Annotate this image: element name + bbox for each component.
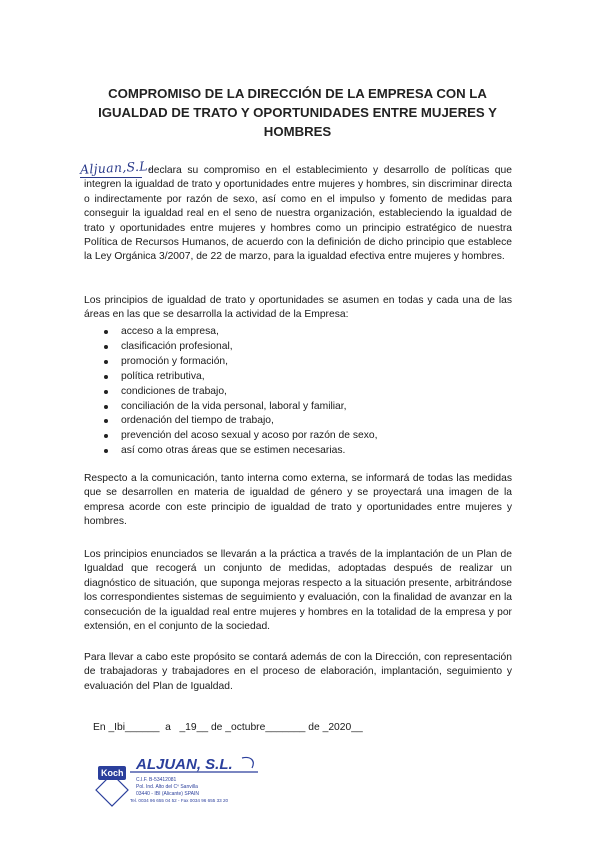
list-item: clasificación profesional,	[104, 340, 504, 355]
bullet-icon	[104, 375, 108, 379]
stamp-line: Tel. 0034 96 655 04 52 - Fax 0034 96 655 33 20	[130, 798, 229, 803]
stamp-line: Pol. Ind. Alto del Cº Sanvilla	[136, 784, 198, 790]
bullet-icon	[104, 419, 108, 423]
bullet-icon	[104, 405, 108, 409]
stamp-line: C.I.F. B-53412081	[136, 777, 177, 783]
paragraph-communication: Respecto a la comunicación, tanto interna como externa, se informará de todas las medidas que se desarrollen en materia de igualdad de género y se proyectará una imagen de la empresa acorde con este principio de igualdad de trato y oportunidades entre mujeres y hombres.	[84, 473, 512, 528]
areas-list	[104, 325, 504, 459]
list-item: prevención del acoso sexual y acoso por razón de sexo,	[104, 429, 504, 444]
company-stamp	[92, 752, 262, 810]
bullet-icon	[104, 390, 108, 394]
paragraph-participation: Para llevar a cabo este propósito se contará además de con la Dirección, con representación de trabajadoras y trabajadores en el proceso de elaboración, implantación, seguimiento y evaluación del Plan de Igualdad.	[84, 652, 512, 692]
handwritten-company-name: Aljuan,S.L.	[79, 158, 153, 177]
list-item: acceso a la empresa,	[104, 325, 504, 340]
list-item: promoción y formación,	[104, 355, 504, 370]
paragraph-commitment: declara su compromiso en el establecimiento y desarrollo de políticas que integren la igualdad de trato y oportunidades entre mujeres y hombres, sin discriminar directa o indirectamente por razón de sexo, así como en el impulso y fomento de medidas para conseguir la igualdad real en el seno de nuestra organización, estableciendo la igualdad de trato y oportunidades entre mujeres y hombres como un principio estratégico de nuestra Política de Recursos Humanos, de acuerdo con la definición de dicho principio que establece la Ley Orgánica 3/2007, de 22 de marzo, para la igualdad efectiva entre mujeres y hombres.	[84, 165, 512, 263]
place-date-line: En _Ibi______ a _19__ de _octubre_______ de _2020__	[93, 722, 363, 733]
document-title: COMPROMISO DE LA DIRECCIÓN DE LA EMPRESA CON LA IGUALDAD DE TRATO Y OPORTUNIDADES ENTRE MUJERES Y HOMBRES	[98, 86, 497, 139]
list-item: política retributiva,	[104, 370, 504, 385]
bullet-icon	[104, 360, 108, 364]
list-item: ordenación del tiempo de trabajo,	[104, 414, 504, 429]
paragraph-principles-intro: Los principios de igualdad de trato y oportunidades se asumen en todas y cada una de las áreas en las que se desarrolla la actividad de la Empresa:	[84, 295, 512, 321]
bullet-icon	[104, 345, 108, 349]
list-item: conciliación de la vida personal, laboral y familiar,	[104, 400, 504, 415]
bullet-icon	[104, 449, 108, 453]
stamp-company-name: ALJUAN, S.L.	[136, 756, 233, 773]
stamp-logo-text: Koch	[101, 768, 124, 778]
bullet-icon	[104, 330, 108, 334]
list-item: así como otras áreas que se estimen necesarias.	[104, 444, 504, 459]
bullet-icon	[104, 434, 108, 438]
list-item: condiciones de trabajo,	[104, 385, 504, 400]
paragraph-equality-plan: Los principios enunciados se llevarán a la práctica a través de la implantación de un Plan de Igualdad que recogerá un conjunto de medidas, adoptadas después de realizar un diagnóstico de situación, que suponga mejoras respecto a la situación presente, arbitrándose los correspondientes sistemas de seguimiento y evaluación, con la finalidad de avanzar en la consecución de la igualdad real entre mujeres y hombres en la totalidad de la empresa y por extensión, en el conjunto de la sociedad.	[84, 549, 512, 633]
stamp-line: 03440 - IBI (Alicante) SPAIN	[136, 791, 199, 797]
